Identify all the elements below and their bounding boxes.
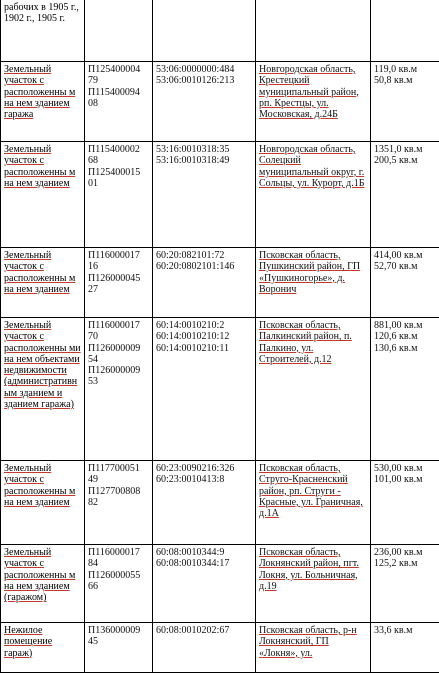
cadastral-numbers-cell (153, 0, 256, 62)
address-cell: Псковская область, р-н Локнянский, ГП «Локня», ул. (256, 623, 371, 673)
registry-ids-cell: П136000009 45 (85, 623, 153, 673)
area-cell: 414,00 кв.м 52,70 кв.м (371, 248, 439, 318)
registry-ids-cell (85, 0, 153, 62)
address-cell: Новгородская область, Крестецкий муниципальный район, рп. Крестцы, ул. Московская, д.24Б (256, 62, 371, 142)
area-cell: 1351,0 кв.м 200,5 кв.м (371, 142, 439, 248)
cadastral-numbers-cell: 60:14:0010210:2 60:14:0010210:12 60:14:0010210:11 (153, 318, 256, 461)
registry-ids-cell: П115400002 68 П125400015 01 (85, 142, 153, 248)
area-cell (371, 0, 439, 62)
cadastral-numbers-cell: 53:16:0010318:35 53:16:0010318:49 (153, 142, 256, 248)
registry-ids-cell: П125400004 79 П115400094 08 (85, 62, 153, 142)
area-cell: 530,00 кв.м 101,00 кв.м (371, 461, 439, 545)
object-name-cell: рабочих в 1905 г., 1902 г., 1905 г. (1, 0, 85, 62)
table-row (1, 62, 439, 142)
object-name-cell: Земельный участок с расположенны м на нем зданием (1, 248, 85, 318)
area-cell: 33,6 кв.м (371, 623, 439, 673)
address-cell: Псковская область, Палкинский район, п. Палкино, ул. Строителей, д.12 (256, 318, 371, 461)
cadastral-numbers-cell: 60:20:082101:72 60:20:0802101:146 (153, 248, 256, 318)
table-row (1, 461, 439, 545)
table-row (1, 248, 439, 318)
cadastral-numbers-cell: 53:06:0000000:484 53:06:0010126:213 (153, 62, 256, 142)
area-cell: 119,0 кв.м 50,8 кв.м (371, 62, 439, 142)
table-row (1, 0, 439, 62)
address-cell: Псковская область, Пушкинский район, ГП «Пушкиногорье», д. Воронич (256, 248, 371, 318)
registry-ids-cell: П116000017 70 П126000009 54 П126000009 53 (85, 318, 153, 461)
object-name-cell: Земельный участок с расположенны м на нем зданием (1, 461, 85, 545)
address-cell: Новгородская область, Солецкий муниципальный округ, г. Сольцы, ул. Курорт, д.1Б (256, 142, 371, 248)
registry-ids-cell: П117700051 49 П127700808 82 (85, 461, 153, 545)
object-name-cell: Земельный участок с расположенны м на нем зданием гаража (1, 62, 85, 142)
object-name-cell: Нежилое помещение гараж) (1, 623, 85, 673)
table-row (1, 142, 439, 248)
table-row (1, 318, 439, 461)
area-cell: 881,00 кв.м 120,6 кв.м 130,6 кв.м (371, 318, 439, 461)
table-body (1, 0, 439, 673)
object-name-cell: Земельный участок с расположенны м на нем зданием (1, 142, 85, 248)
cadastral-numbers-cell: 60:08:0010202:67 (153, 623, 256, 673)
registry-ids-cell: П116000017 84 П126000055 66 (85, 545, 153, 623)
table-row (1, 545, 439, 623)
cadastral-numbers-cell: 60:23:0090216:326 60:23:0010413:8 (153, 461, 256, 545)
area-cell: 236,00 кв.м 125,2 кв.м (371, 545, 439, 623)
address-cell: Псковская область, Локнянский район, пгт. Локня, ул. Больничная, д.19 (256, 545, 371, 623)
registry-ids-cell: П116000017 16 П126000045 27 (85, 248, 153, 318)
address-cell: Псковская область, Струго-Красненский район, рп. Струги - Красные, ул. Граничная, д.1А (256, 461, 371, 545)
cadastral-numbers-cell: 60:08:0010344:9 60:08:0010344:17 (153, 545, 256, 623)
object-name-cell: Земельный участок с расположенны ми на нем объектами недвижимости (административным зданием и зданием гаража) (1, 318, 85, 461)
address-cell (256, 0, 371, 62)
table-row (1, 623, 439, 673)
object-name-cell: Земельный участок с расположенны м на нем зданием (гаражом) (1, 545, 85, 623)
